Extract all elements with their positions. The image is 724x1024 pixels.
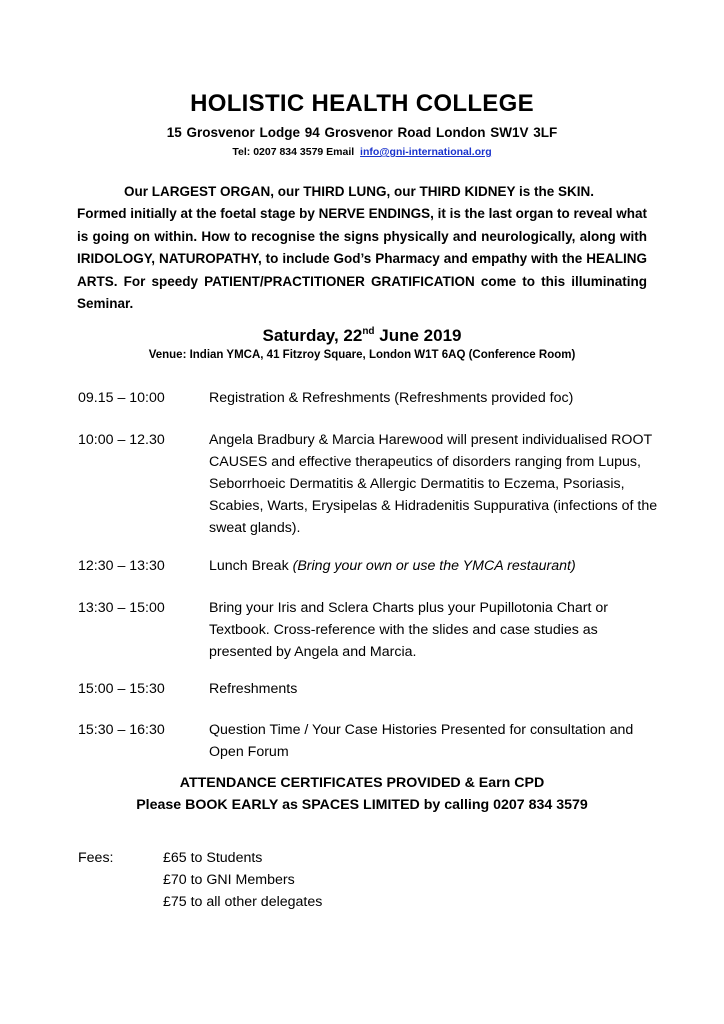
schedule-desc: Registration & Refreshments (Refreshments provided foc) (209, 390, 574, 406)
fee-item: £65 to Students (163, 850, 263, 866)
intro-body: Formed initially at the foetal stage by NERVE ENDINGS, it is the last organ to reveal what is going on within. How to recognise the signs physically and neurologically, along with IRIDOLOGY, NATUROPATHY, to include God’s Pharmacy and empathy with the HEALING ARTS. For speedy PATIENT/PRACTITIONER GRATIFICATION come to this illuminating Seminar. (77, 206, 647, 312)
event-date (0, 326, 724, 346)
schedule-desc: Refreshments (209, 681, 298, 697)
fee-item: £75 to all other delegates (163, 894, 323, 910)
telephone-text: Tel: 0207 834 3579 Email (232, 146, 355, 158)
date-prefix: Saturday, 22 (262, 326, 363, 345)
fee-item: £70 to GNI Members (163, 872, 295, 888)
schedule-time: 15:30 – 16:30 (78, 722, 165, 738)
email-link[interactable]: info@gni-international.org (360, 146, 492, 158)
schedule-time: 10:00 – 12.30 (78, 432, 165, 448)
booking-notice: Please BOOK EARLY as SPACES LIMITED by calling 0207 834 3579 (136, 797, 588, 813)
schedule-time: 13:30 – 15:00 (78, 600, 165, 616)
event-venue: Venue: Indian YMCA, 41 Fitzroy Square, London W1T 6AQ (Conference Room) (148, 349, 576, 361)
schedule-desc (209, 555, 664, 577)
intro-paragraph (77, 181, 647, 315)
schedule-time: 15:00 – 15:30 (78, 681, 165, 697)
college-title: HOLISTIC HEALTH COLLEGE (190, 90, 534, 117)
fees-label: Fees: (78, 850, 114, 866)
intro-first-line: Our LARGEST ORGAN, our THIRD LUNG, our THIRD KIDNEY is the SKIN. (124, 184, 595, 199)
fees-list (163, 847, 322, 913)
schedule-time: 09.15 – 10:00 (78, 390, 165, 406)
date-ordinal: nd (362, 326, 375, 337)
schedule-desc: Angela Bradbury & Marcia Harewood will present individualised ROOT CAUSES and effective therapeutics of disorders ranging from Lupus, Seborrhoeic Dermatitis & Allergic Dermatitis to Eczema, Psoriasis, Scabies, Warts, Erysipelas & Hidradenitis Suppurativa (infections of the sweat glands). (209, 432, 658, 536)
college-address: 15 Grosvenor Lodge 94 Grosvenor Road London SW1V 3LF (166, 125, 558, 140)
date-suffix: June 2019 (374, 326, 462, 345)
attendance-certificates: ATTENDANCE CERTIFICATES PROVIDED & Earn CPD (179, 775, 545, 791)
lunch-note: (Bring your own or use the YMCA restaurant) (292, 558, 576, 574)
schedule-desc: Question Time / Your Case Histories Presented for consultation and Open Forum (209, 722, 634, 760)
contact-line (0, 146, 724, 158)
schedule-desc: Bring your Iris and Sclera Charts plus your Pupillotonia Chart or Textbook. Cross-reference with the slides and case studies as presented by Angela and Marcia. (209, 600, 609, 660)
lunch-text: Lunch Break (209, 558, 293, 574)
schedule-time: 12:30 – 13:30 (78, 558, 165, 574)
